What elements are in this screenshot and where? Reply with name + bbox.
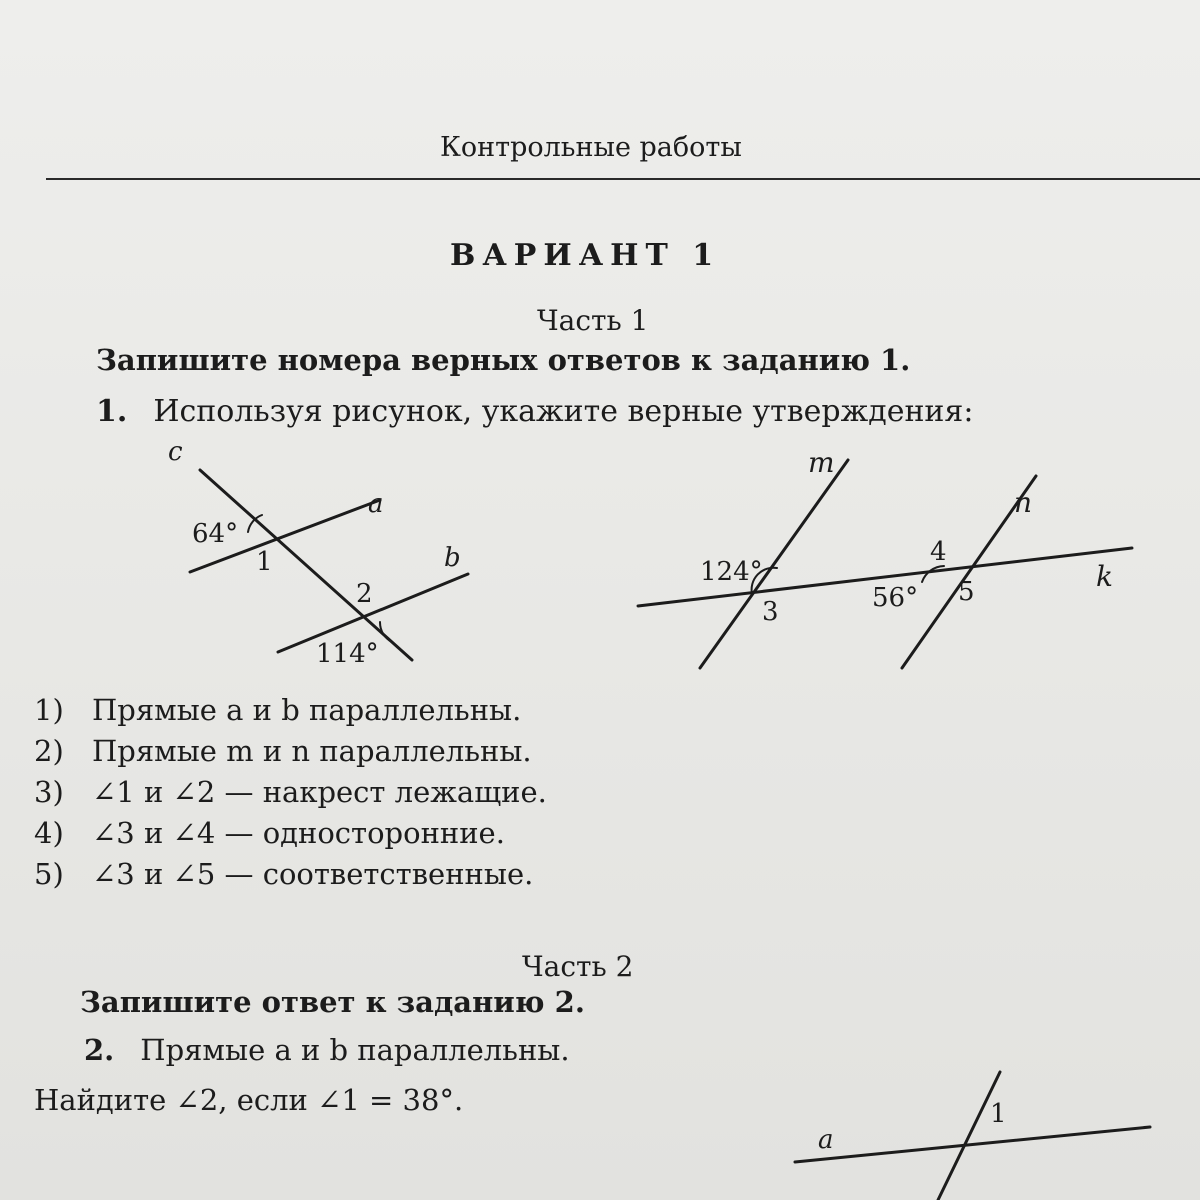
transversal-q2 [938, 1072, 1000, 1200]
label-line-n: n [1014, 486, 1033, 519]
label-angle-64: 64° [192, 519, 239, 549]
label-line-c: c [168, 437, 183, 467]
part-1-instruction: Запишите номера верных ответов к заданию 1. [96, 343, 911, 377]
label-angle-2: 2 [356, 579, 373, 609]
label-line-a: a [368, 489, 384, 519]
question-1-text: Используя рисунок, укажите верные утверждения: [153, 394, 974, 429]
option-3: 3) ∠1 и ∠2 — накрест лежащие. [34, 775, 547, 809]
running-header: Контрольные работы [440, 132, 742, 163]
label-line-b: b [444, 543, 461, 573]
label-line-a-q2: a [818, 1125, 834, 1155]
label-angle-124: 124° [700, 557, 763, 587]
option-1: 1) Прямые a и b параллельны. [34, 693, 522, 727]
label-angle-56: 56° [872, 583, 919, 613]
label-angle-5: 5 [958, 577, 975, 607]
variant-title: ВАРИАНТ 1 [450, 238, 721, 273]
part-2-instruction: Запишите ответ к заданию 2. [80, 985, 585, 1019]
question-1-number: 1. [96, 394, 128, 429]
question-2-line-2: Найдите ∠2, если ∠1 = 38°. [34, 1083, 464, 1117]
question-2-number: 2. [84, 1033, 115, 1067]
option-5: 5) ∠3 и ∠5 — соответственные. [34, 857, 534, 891]
label-angle-4: 4 [930, 537, 947, 567]
label-angle-3: 3 [762, 597, 779, 627]
option-2: 2) Прямые m и n параллельны. [34, 734, 532, 768]
line-a-q2 [795, 1127, 1150, 1162]
option-4: 4) ∠3 и ∠4 — односторонние. [34, 816, 505, 850]
part-1-title: Часть 1 [537, 304, 649, 337]
label-angle-114: 114° [316, 639, 379, 669]
part-2-title: Часть 2 [522, 950, 634, 983]
label-angle-1-q2: 1 [990, 1099, 1007, 1129]
label-line-m: m [808, 446, 835, 479]
label-angle-1: 1 [256, 547, 273, 577]
label-line-k: k [1096, 560, 1113, 593]
question-2-line-1: 2. Прямые a и b параллельны. [84, 1033, 570, 1067]
